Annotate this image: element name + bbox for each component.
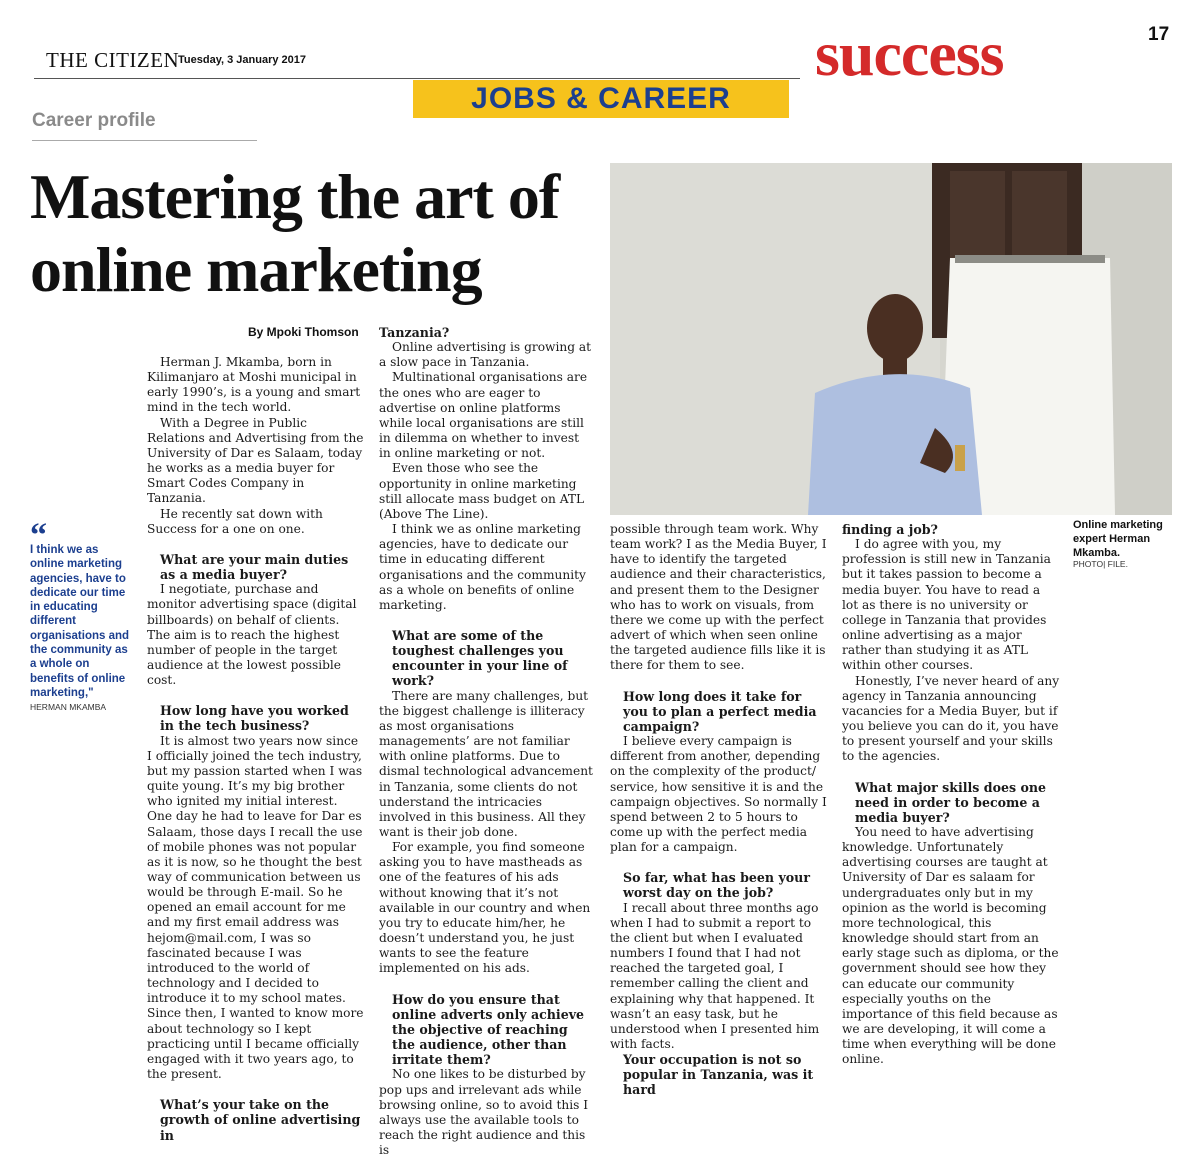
newspaper-masthead: THE CITIZEN [46,48,180,72]
paragraph: Herman J. Mkamba, born in Kilimanjaro at Moshi municipal in early 1990’s, is a young and smart mind in the tech world. [147,355,361,415]
header-rule [34,78,800,79]
paragraph: I believe every campaign is different from another, depending on the complexity of the product/ service, how sensitive it is and the campaign objectives. So normally I spend between 2 to 5 hours to come up with the perfect media plan for a campaign. [610,734,827,855]
interview-question: What’s your take on the growth of online advertising in [160,1097,361,1143]
jobs-career-banner [413,80,789,118]
photo-illustration [610,163,1172,515]
article-photo [610,163,1172,515]
paragraph: You need to have advertising knowledge. Unfortunately advertising courses are taught at University of Dar es salaam for undergraduates only but in my opinion as the world is becoming more technological, this knowledge should start from an early stage such as diploma, or the government should see how they can educate our community especially youths on the importance of this field because as we are developing, it will come a time when everything will be done online. [842,824,1059,1067]
paragraph: I recall about three months ago when I had to submit a report to the client but when I evaluated numbers I found that I had not reached the targeted goal, I remember calling the client and explaining why that happened. It wasn’t an easy task, but he understood when I presented him with facts. [610,900,820,1051]
paragraph: Honestly, I’ve never heard of any agency in Tanzania announcing vacancies for a Media Buyer, but if you believe you can do it, you have to present yourself and your skills to the agencies. [842,673,1060,764]
paragraph: Online advertising is growing at a slow pace in Tanzania. [379,340,592,370]
quote-mark-icon: “ [30,517,47,554]
paragraph: It is almost two years now since I officially joined the tech industry, but my passion started when I was quite young. It’s my big brother who ignited my initial interest. One day he had to leave for Dar es Salaam, those days I recall the use of mobile phones was not popular as it is now, so he thought the best way of communication between us would be through E-mail. So he opened an email account for me and my first email address was hejom@mail.com, I was so fascinated because I was introduced to the world of technology and I decided to introduce it to my school mates. Since then, I wanted to know more about technology so I kept practicing until I became officially engaged with it two years ago, to the present. [147,733,364,1082]
article-column-4 [842,522,1060,1067]
section-label: Career profile [32,110,156,131]
paragraph: possible through team work. Why team work? I as the Media Buyer, I have to identify the targeted audience and their characteristics, and present them to the Designer who has to work on visuals, from there we come up with the perfect advert of which when seen online the targeted audience fills like it is there for them to see. [610,522,827,673]
article-byline: By Mpoki Thomson [248,325,359,339]
interview-question: How long have you worked in the tech business? [160,703,349,734]
article-column-2 [379,325,594,1158]
interview-question: What are some of the toughest challenges you encounter in your line of work? [392,627,568,689]
paragraph: I negotiate, purchase and monitor advertising space (digital billboards) on behalf of clients. The aim is to reach the highest number of people in the target audience at the lowest possible cost. [147,582,357,688]
paragraph: There are many challenges, but the biggest challenge is illiteracy as most organisations managements’ are not familiar with online platforms. Due to dismal technological advancement in Tanzania, some clients do not understand the intricacies involved in this business. All they want is their job done. [379,688,593,839]
pull-quote-attribution: HERMAN MKAMBA [30,702,107,713]
interview-question: How do you ensure that online adverts only achieve the objective of reaching the audience, other than irritate them? [392,991,585,1068]
paragraph: No one likes to be disturbed by pop ups and irrelevant ads while browsing online, so to avoid this I always use the available tools to reach the right audience and this is [379,1067,589,1158]
pull-quote [30,517,130,713]
paragraph: He recently sat down with Success for a one on one. [147,506,323,536]
article-headline: Mastering the art of online marketing [30,161,560,305]
paragraph: I think we as online marketing agencies, have to dedicate our time in educating different organisations and the community as a whole on benefits of online marketing. [379,522,586,612]
paragraph: Even those who see the opportunity in online marketing still allocate mass budget on ATL (Above The Line). [379,461,585,521]
banner-label: JOBS & CAREER [471,82,731,115]
article-column-1 [147,355,365,1143]
section-rule [32,140,257,141]
photo-credit: PHOTO| FILE. [1073,559,1128,569]
pull-quote-text: I think we as online marketing agencies, have to dedicate our time in educating different organisations and the community as a whole on benefits of online marketing," [30,544,130,699]
article-column-3 [610,522,828,1098]
paragraph: For example, you find someone asking you to have mastheads as one of the features of his ads without knowing that it’s not available in our country and when you try to educate him/her, he doesn’t understand you, he just wants to see the feature implemented on his ads. [379,840,591,976]
supplement-logo: success [815,18,1004,89]
interview-question: What major skills does one need in order to become a media buyer? [855,779,1047,825]
interview-question: What are your main duties as a media buyer? [160,551,349,583]
photo-caption: Online marketing expert Herman Mkamba. [1073,519,1163,559]
paragraph: I do agree with you, my profession is still new in Tanzania but it takes passion to become a media buyer. You have to read a lot as there is no university or college in Tanzania that provides online advertising as a major rather than studying it as ATL within other courses. [842,537,1051,673]
issue-date: Tuesday, 3 January 2017 [178,54,306,66]
interview-question: finding a job? [842,522,938,537]
interview-question: So far, what has been your worst day on the job? [623,870,810,901]
interview-question: Your occupation is not so popular in Tanzania, was it hard [623,1052,814,1098]
page-number: 17 [1148,24,1170,45]
paragraph: Multinational organisations are the ones who are eager to advertise on online platforms while local organisations are still in dilemma on whether to invest in online marketing or not. [379,370,588,461]
paragraph: With a Degree in Public Relations and Advertising from the University of Dar es Salaam, today he works as a media buyer for Smart Codes Company in Tanzania. [147,415,364,506]
interview-question: Tanzania? [379,325,450,340]
interview-question: How long does it take for you to plan a perfect media campaign? [623,688,817,734]
